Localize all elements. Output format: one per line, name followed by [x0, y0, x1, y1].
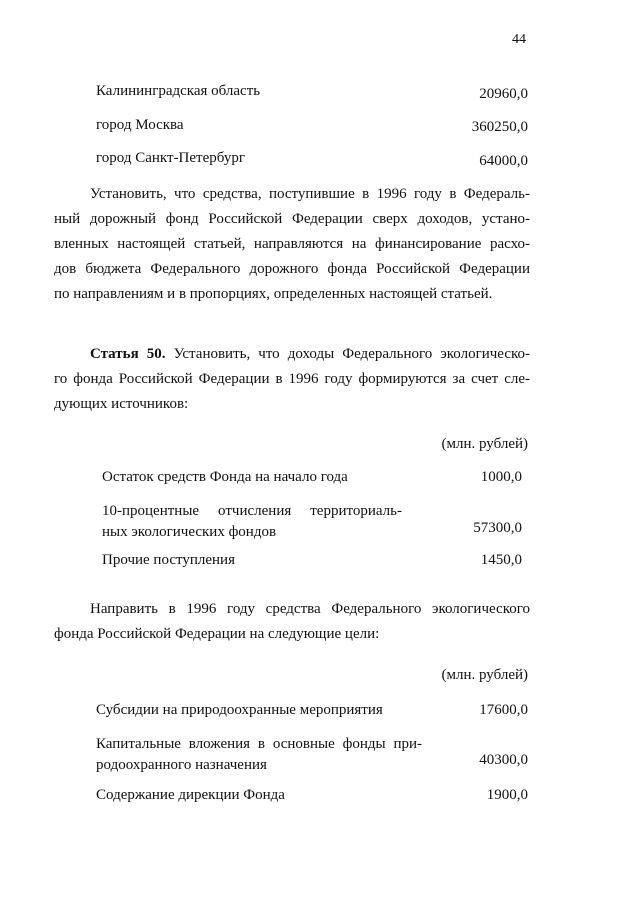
region-value: 20960,0 [479, 86, 528, 102]
expense-row-value: 40300,0 [479, 752, 528, 768]
paragraph-road-fund [54, 182, 530, 307]
income-row-value: 57300,0 [473, 520, 522, 536]
article-50 [54, 342, 530, 417]
paragraph-line: Установить, что доходы Федерального экологическо- [173, 346, 531, 362]
region-name: город Санкт-Петербург [96, 150, 245, 166]
expense-row-value: 17600,0 [479, 702, 528, 718]
page-number: 44 [512, 32, 526, 47]
region-name: город Москва [96, 117, 184, 133]
region-value: 360250,0 [471, 119, 528, 135]
income-row-label: Остаток средств Фонда на начало года [102, 469, 348, 485]
article-50-first-line [54, 342, 530, 367]
paragraph-line: дующих источников: [54, 396, 189, 412]
article-title: Статья 50. [90, 346, 166, 362]
region-name: Калининградская область [96, 83, 261, 99]
expense-row-value: 1900,0 [486, 787, 528, 803]
region-value: 64000,0 [479, 153, 528, 169]
expense-row-label [96, 734, 422, 776]
label-line: 10-процентные отчисления территориаль- [102, 503, 402, 519]
paragraph-line: ный дорожный фонд Российской Федерации сверх доходов, устано- [54, 211, 530, 227]
income-row-value: 1450,0 [480, 552, 522, 568]
label-line: родоохранного назначения [96, 757, 267, 773]
paragraph-line: дов бюджета Федерального дорожного фонда Российской Федерации [54, 261, 530, 277]
paragraph-line: го фонда Российской Федерации в 1996 году формируются за счет сле- [54, 371, 530, 387]
paragraph-line: вленных настоящей статьей, направляются на финансирование расхо- [54, 236, 530, 252]
label-line: Капитальные вложения в основные фонды при- [96, 736, 422, 752]
paragraph-line: Установить, что средства, поступившие в 1996 году в Федераль- [90, 186, 530, 202]
paragraph-line: фонда Российской Федерации на следующие цели: [54, 626, 380, 642]
income-row-value: 1000,0 [480, 469, 522, 485]
expense-row-label: Субсидии на природоохранные мероприятия [96, 702, 383, 718]
income-row-label [102, 501, 402, 543]
paragraph-line: Направить в 1996 году средства Федерального экологического [90, 601, 530, 617]
paragraph-directions [54, 597, 530, 647]
paragraph-line: по направлениям и в пропорциях, определенных настоящей статьей. [54, 286, 493, 302]
income-row-label: Прочие поступления [102, 552, 235, 568]
units-label: (млн. рублей) [441, 436, 528, 452]
expense-row-label: Содержание дирекции Фонда [96, 787, 285, 803]
units-label: (млн. рублей) [441, 667, 528, 683]
label-line: ных экологических фондов [102, 524, 277, 540]
